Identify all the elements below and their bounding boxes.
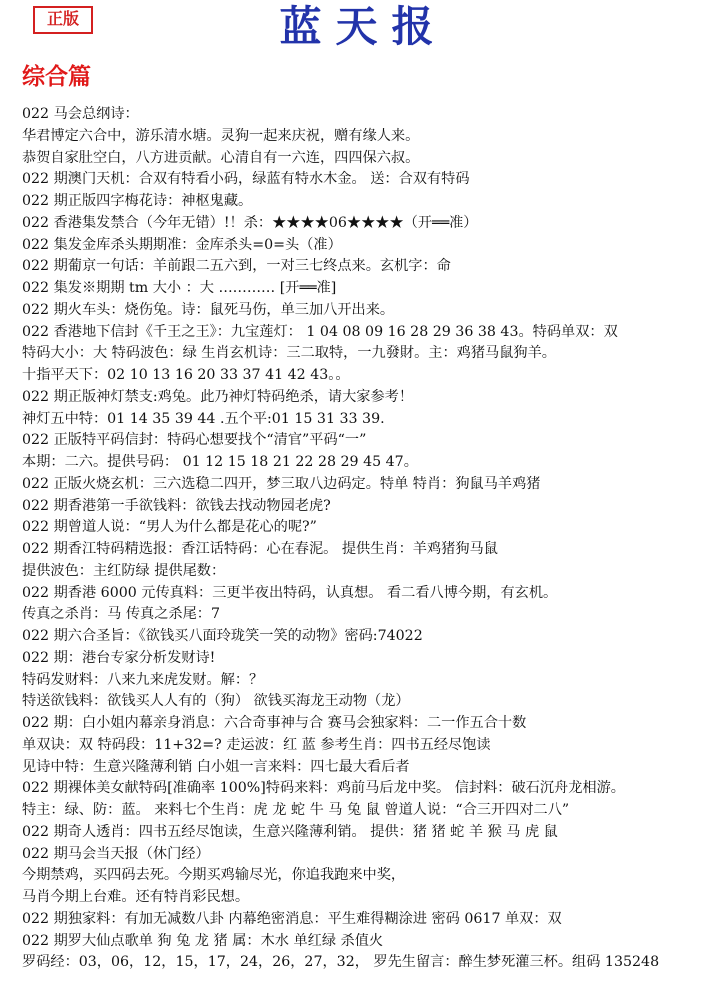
text-line: 022 香港集发禁合（今年无错）!！杀：★★★★06★★★★（开══准） [22,214,478,231]
text-line: 本期：二六。提供号码： 01 12 15 18 21 22 28 29 45 47。 [22,454,418,470]
text-line: 022 集发金库杀头期期准：金库杀头=0=头（准） [22,236,342,253]
text-line: 022 期：白小姐内幕亲身消息：六合奇事神与合 赛马会独家料：二一作五合十数 [22,715,527,731]
text-line: 特码发财料：八来九来虎发财。解：？ [22,671,264,688]
text-line: 022 马会总纲诗： [22,106,139,122]
text-line: 恭贺自家肚空白，八方进贡献。心清自有一六连，四四保六叔。 [22,149,420,166]
text-line: 022 期六合圣旨：《欲钱买八面玲珑笑一笑的动物》密码:74022 [22,628,423,644]
text-line: 传真之杀肖：马 传真之杀尾：7 [22,606,220,623]
text-line: 特码大小：大 特码波色：绿 生肖玄机诗：三二取特，一九發財。主：鸡猪马鼠狗羊。 [22,345,556,362]
text-line: 022 正版特平码信封：特码心想要找个“清官”平码“一” [22,432,367,449]
text-line: 022 期裸体美女献特码[准确率 100%]特码来料：鸡前马后龙中奖。 信封料：破石沉舟龙相游。 [22,780,625,797]
text-line: 华君博定六合中，游乐清水塘。灵狗一起来庆祝，赠有缘人来。 [22,127,420,144]
text-line: 022 期奇人透肖：四书五经尽饱读，生意兴隆薄利销。 提供：猪 猪 蛇 羊 猴 马 虎 鼠 [22,823,558,840]
text-line: 今期禁鸡，买四码去死。今期买鸡输尽光，你追我跑来中奖， [22,867,406,884]
text-line: 022 期香港第一手欲钱料：欲钱去找动物园老虎? [22,497,331,514]
text-line: 022 期澳门天机：合双有特看小码，绿蓝有特水木金。 送：合双有特码 [22,171,470,188]
text-line: 022 期独家料：有加无减数八卦 内幕绝密消息：平生难得糊涂进 密码 0617 单双：双 [22,910,562,927]
text-line: 022 期：港台专家分析发财诗! [22,649,216,666]
text-line: 022 集发※期期 tm 大小 ：大 ………… [开══准] [22,280,337,296]
text-line: 特主：绿、防：蓝。 来料七个生肖：虎 龙 蛇 牛 马 兔 鼠 曾道人说：“合三开四对二八” [22,802,570,818]
text-line: 022 期香港 6000 元传真料：三更半夜出特码，认真想。 看二看八博今期，有玄机。 [22,584,558,601]
text-line: 022 期香江特码精选报：香江话特码：心在春泥。 提供生肖：羊鸡猪狗马鼠 [22,541,498,557]
text-line: 十指平天下：02 10 13 16 20 33 37 41 42 43。。 [22,367,350,383]
text-line: 提供波色：主红防绿 提供尾数： [22,562,226,579]
text-line: 神灯五中特：01 14 35 39 44 .五个平:01 15 31 33 39. [22,410,385,427]
text-line: 特送欲钱料：欲钱买人人有的（狗） 欲钱买海龙王动物（龙） [22,693,410,710]
text-line: 马肖今期上台难。还有特肖彩民想。 [22,889,250,905]
content-lines [22,104,707,974]
text-line: 罗码经：03，06，12，15，17，24，26，27，32， 罗先生留言：醉生梦死灌三杯。组码 135248 [22,954,660,971]
text-line: 单双诀：双 特码段：11+32=? 走运波：红 蓝 参考生肖：四书五经尽饱读 [22,736,491,753]
text-line: 022 期罗大仙点歌单 狗 兔 龙 猪 属：木水 单红绿 杀值火 [22,932,384,949]
page-title: 蓝天报 [279,2,448,51]
text-line: 022 香港地下信封《千王之王》：九宝莲灯： 1 04 08 09 16 28 29 36 38 43。特码单双：双 [22,323,618,340]
text-line: 022 期曾道人说：“男人为什么都是花心的呢?” [22,519,317,536]
section-heading: 综合篇 [22,63,91,90]
text-line: 见诗中特：生意兴隆薄利销 白小姐一言来料：四七最大看后者 [22,758,410,775]
text-line: 022 期葡京一句话：羊前跟二五六到，一对三七终点来。玄机字：命 [22,258,451,275]
text-line: 022 期正版四字梅花诗：神枢鬼藏。 [22,193,253,209]
text-line: 022 期正版神灯禁支:鸡兔。此乃神灯特码绝杀，请大家参考！ [22,388,414,405]
text-line: 022 期火车头：烧伤兔。诗：鼠死马伤，单三加八开出来。 [22,301,395,318]
authentic-edition-badge: 正版 [33,6,93,34]
text-line: 022 期马会当天报（休门经） [22,845,210,862]
text-line: 022 正版火烧玄机：三六选稳二四开，梦三取八边码定。特单 特肖：狗鼠马羊鸡猪 [22,475,541,492]
